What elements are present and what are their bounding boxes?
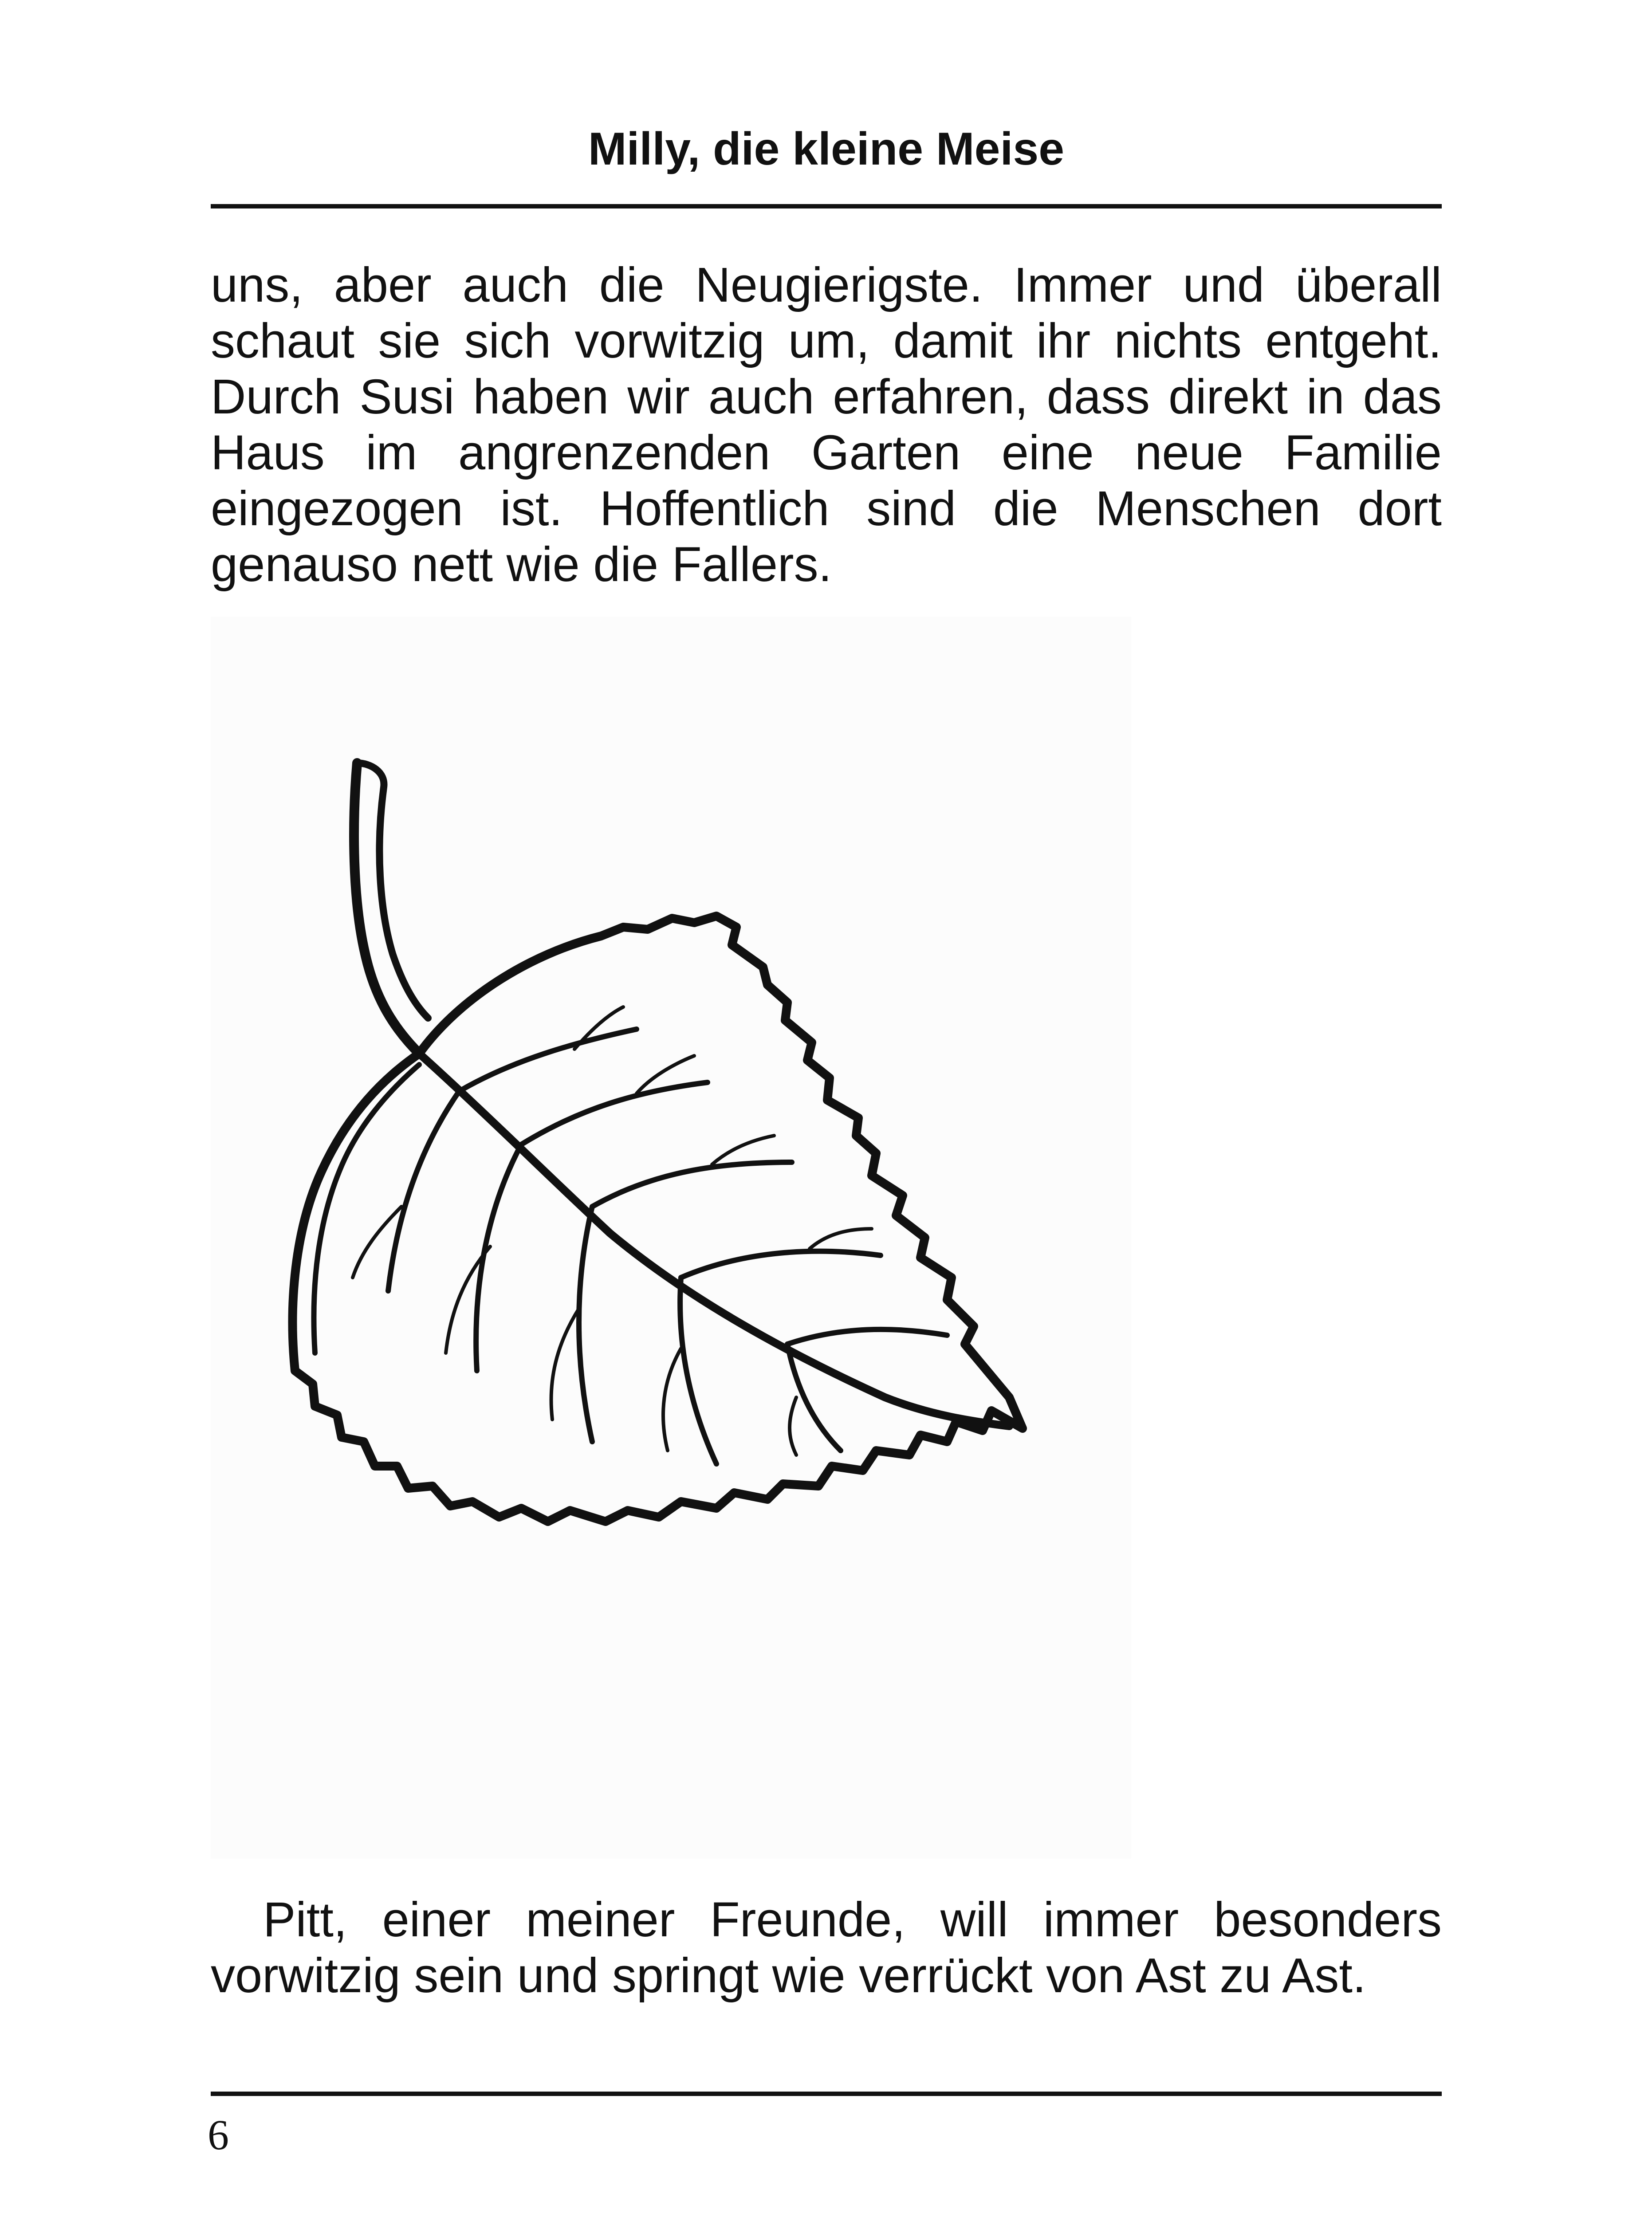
footer-rule [211, 2092, 1442, 2096]
body-paragraph: uns, aber auch die Neugierigste. Immer und überall schaut sie sich vorwitzig um, damit ihr nichts entgeht. Durch Susi haben wir auch erfahren, dass direkt in das Haus im angrenzenden Garten eine neue Familie eingezogen ist. Hoffentlich sind die Menschen dort genauso nett wie die Fallers. [211, 258, 1442, 592]
page-number: 6 [208, 2111, 229, 2159]
running-header-title: Milly, die kleine Meise [588, 123, 1065, 175]
leaf-illustration [211, 617, 1131, 1859]
header-rule [211, 204, 1442, 208]
leaf-icon [211, 617, 1131, 1859]
body-paragraph: Pitt, einer meiner Freunde, will immer besonders vorwitzig sein und springt wie verrückt von Ast zu Ast. [211, 1892, 1442, 2003]
